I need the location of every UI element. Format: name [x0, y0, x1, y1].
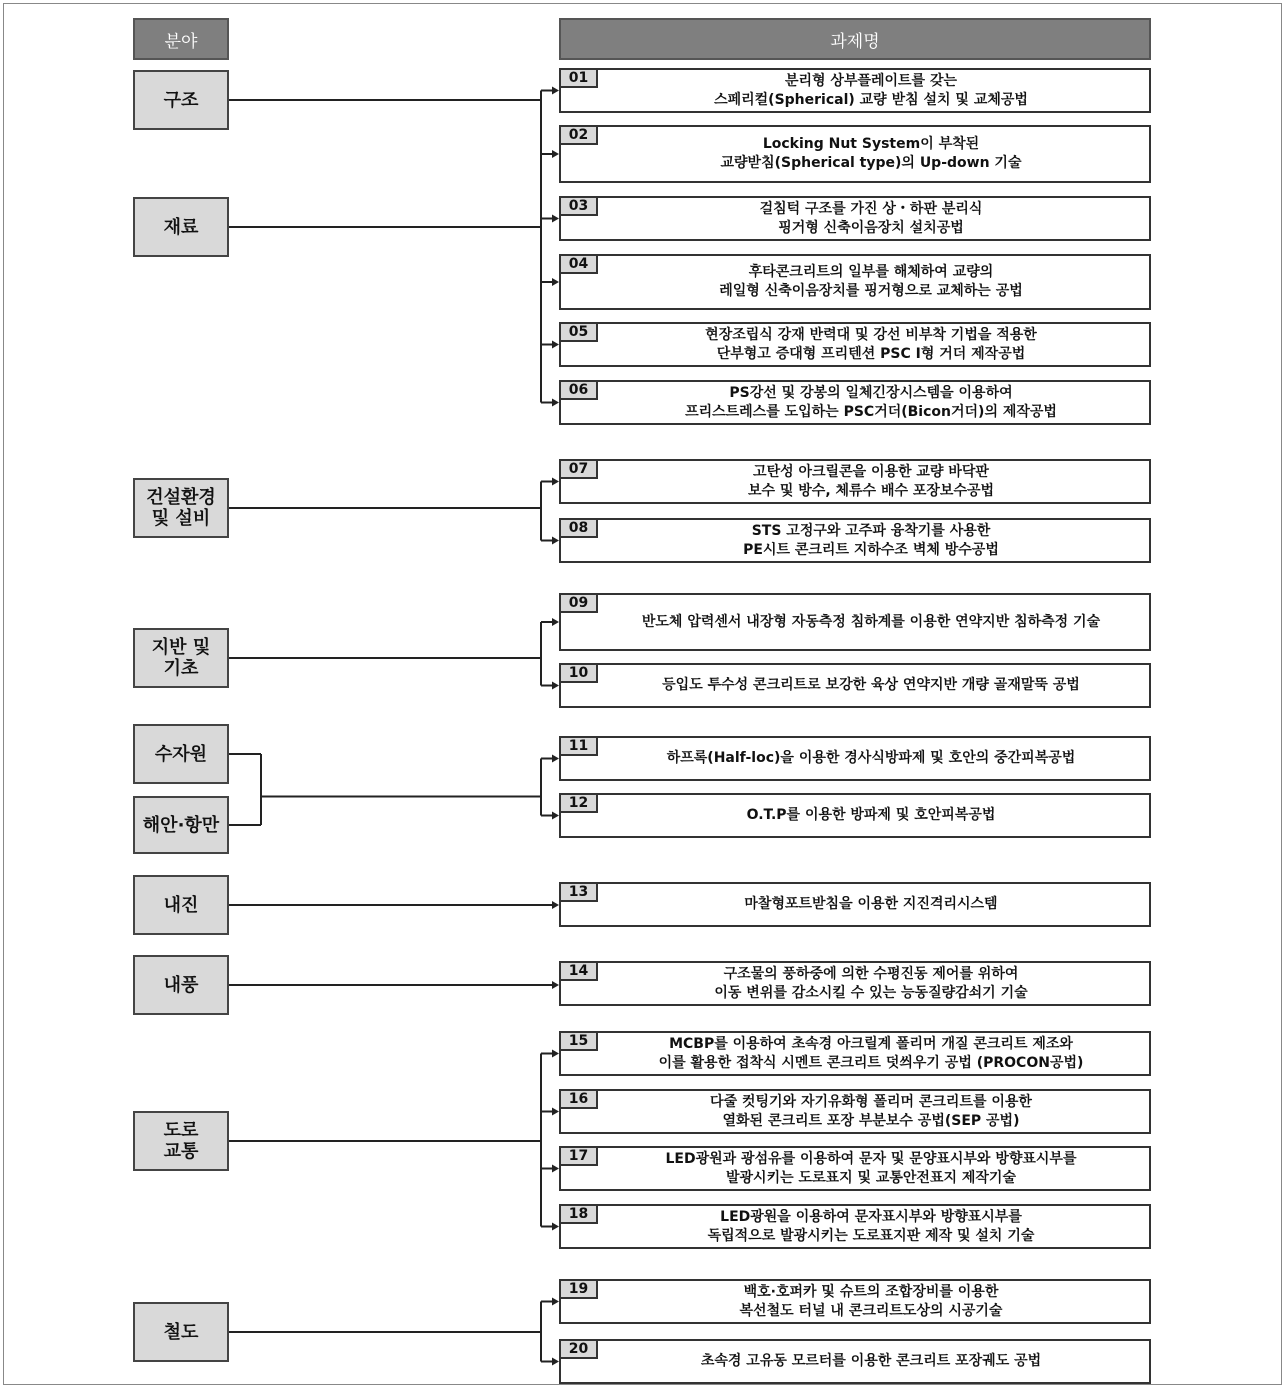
task-box: 등입도 투수성 콘크리트로 보강한 육상 연약지반 개량 골재말뚝 공법	[559, 663, 1151, 708]
task-number: 20	[559, 1339, 598, 1359]
task-number: 06	[559, 380, 598, 400]
connector-arrowhead	[552, 150, 559, 158]
connector-arrowhead	[552, 901, 559, 909]
task-box: 걸침턱 구조를 가진 상・하판 분리식 핑거형 신축이음장치 설치공법	[559, 196, 1151, 241]
task-box: 초속경 고유동 모르터를 이용한 콘크리트 포장궤도 공법	[559, 1339, 1151, 1384]
connector-arrowhead	[552, 618, 559, 626]
task-number: 07	[559, 459, 598, 479]
task-box: 반도체 압력센서 내장형 자동측정 침하계를 이용한 연약지반 침하측정 기술	[559, 593, 1151, 651]
task-box: MCBP를 이용하여 초속경 아크릴계 폴리머 개질 콘크리트 제조와 이를 활용한 접착식 시멘트 콘크리트 덧씌우기 공법 (PROCON공법)	[559, 1031, 1151, 1076]
connector-arrowhead	[552, 755, 559, 763]
task-number: 13	[559, 882, 598, 902]
task-number: 19	[559, 1279, 598, 1299]
connector-arrowhead	[552, 1108, 559, 1116]
task-number: 11	[559, 736, 598, 756]
header-field: 분야	[133, 18, 229, 60]
category-environment: 건설환경 및 설비	[133, 478, 229, 538]
task-box: STS 고정구와 고주파 융착기를 사용한 PE시트 콘크리트 지하수조 벽체 방수공법	[559, 518, 1151, 563]
task-number: 18	[559, 1204, 598, 1224]
task-number: 04	[559, 254, 598, 274]
connector-arrowhead	[552, 1223, 559, 1231]
task-box: 분리형 상부플레이트를 갖는 스페리컬(Spherical) 교량 받침 설치 및 교체공법	[559, 68, 1151, 113]
task-box: LED광원과 광섬유를 이용하여 문자 및 문양표시부와 방향표시부를 발광시키는 도로표지 및 교통안전표지 제작기술	[559, 1146, 1151, 1191]
task-box: O.T.P를 이용한 방파제 및 호안피복공법	[559, 793, 1151, 838]
task-box: 하프록(Half-loc)을 이용한 경사식방파제 및 호안의 중간피복공법	[559, 736, 1151, 781]
connector-arrowhead	[552, 1165, 559, 1173]
connector-arrowhead	[552, 812, 559, 820]
task-number: 05	[559, 322, 598, 342]
category-water: 수자원	[133, 724, 229, 784]
connector-arrowhead	[552, 1050, 559, 1058]
connector-arrowhead	[552, 478, 559, 486]
task-box: LED광원을 이용하여 문자표시부와 방향표시부를 독립적으로 발광시키는 도로표지판 제작 및 설치 기술	[559, 1204, 1151, 1249]
task-number: 14	[559, 961, 598, 981]
category-road: 도로 교통	[133, 1111, 229, 1171]
header-task: 과제명	[559, 18, 1151, 60]
task-number: 10	[559, 663, 598, 683]
task-box: 후타콘크리트의 일부를 해체하여 교량의 레일형 신축이음장치를 핑거형으로 교체하는 공법	[559, 254, 1151, 310]
category-structure: 구조	[133, 70, 229, 130]
connector-arrowhead	[552, 1358, 559, 1366]
connector-arrowhead	[552, 278, 559, 286]
task-box: 다줄 컷팅기와 자기유화형 폴리머 콘크리트를 이용한 열화된 콘크리트 포장 부분보수 공법(SEP 공법)	[559, 1089, 1151, 1134]
connector-arrowhead	[552, 215, 559, 223]
task-box: 현장조립식 강재 반력대 및 강선 비부착 기법을 적용한 단부형고 증대형 프리텐션 PSC I형 거더 제작공법	[559, 322, 1151, 367]
category-wind: 내풍	[133, 955, 229, 1015]
task-box: 백호·호퍼카 및 슈트의 조합장비를 이용한 복선철도 터널 내 콘크리트도상의 시공기술	[559, 1279, 1151, 1324]
connector-arrowhead	[552, 87, 559, 95]
task-box: Locking Nut System이 부착된 교량받침(Spherical type)의 Up-down 기술	[559, 125, 1151, 183]
task-number: 15	[559, 1031, 598, 1051]
category-material: 재료	[133, 197, 229, 257]
connector-arrowhead	[552, 1298, 559, 1306]
task-number: 16	[559, 1089, 598, 1109]
category-coastal: 해안·항만	[133, 796, 229, 854]
task-box: 구조물의 풍하중에 의한 수평진동 제어를 위하여 이동 변위를 감소시킬 수 있는 능동질량감쇠기 기술	[559, 961, 1151, 1006]
task-number: 08	[559, 518, 598, 538]
task-box: PS강선 및 강봉의 일체긴장시스템을 이용하여 프리스트레스를 도입하는 PSC거더(Bicon거더)의 제작공법	[559, 380, 1151, 425]
connector-arrowhead	[552, 341, 559, 349]
connector-arrowhead	[552, 981, 559, 989]
task-number: 09	[559, 593, 598, 613]
category-rail: 철도	[133, 1302, 229, 1362]
task-number: 03	[559, 196, 598, 216]
task-box: 마찰형포트받침을 이용한 지진격리시스템	[559, 882, 1151, 927]
category-geotech: 지반 및 기초	[133, 628, 229, 688]
task-number: 12	[559, 793, 598, 813]
task-number: 02	[559, 125, 598, 145]
task-box: 고탄성 아크릴콘을 이용한 교량 바닥판 보수 및 방수, 체류수 배수 포장보수공법	[559, 459, 1151, 504]
category-seismic: 내진	[133, 875, 229, 935]
connector-arrowhead	[552, 682, 559, 690]
task-number: 01	[559, 68, 598, 88]
task-number: 17	[559, 1146, 598, 1166]
connector-arrowhead	[552, 537, 559, 545]
connector-arrowhead	[552, 399, 559, 407]
